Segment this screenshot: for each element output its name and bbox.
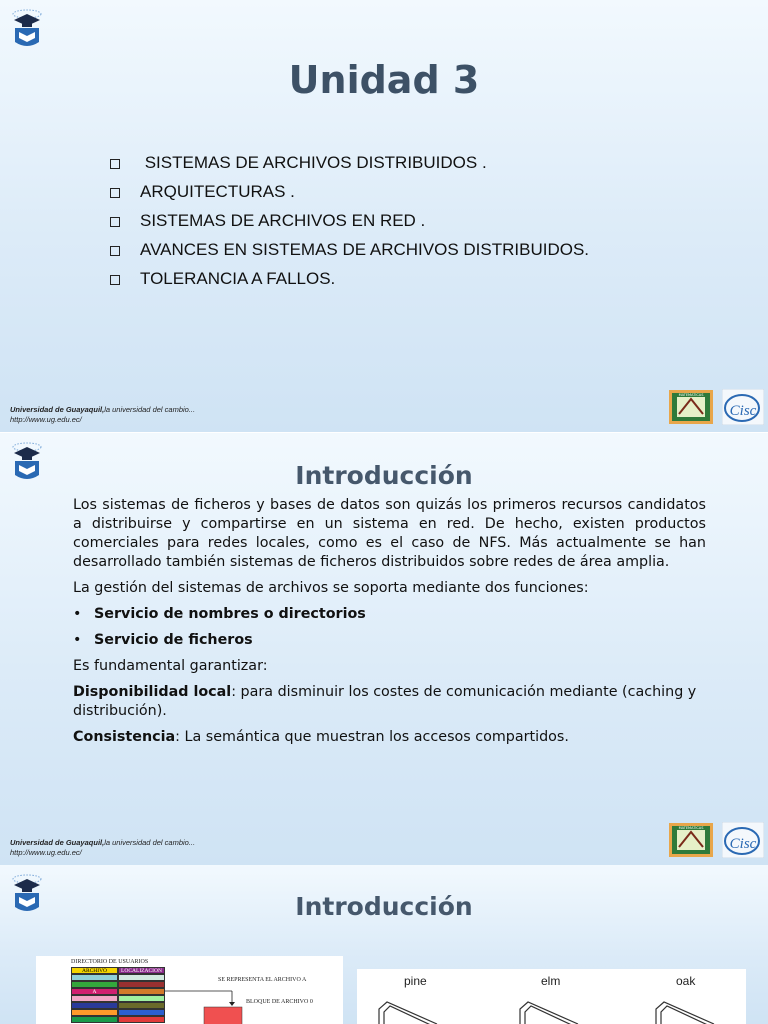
graduation-shield-logo-icon	[10, 8, 44, 50]
svg-text:MATEMATICAS: MATEMATICAS	[678, 393, 704, 397]
slide-title: Introducción	[295, 892, 473, 921]
folder-icon	[656, 1002, 714, 1024]
svg-text:Cisc: Cisc	[729, 403, 757, 419]
paragraph: La gestión del sistemas de archivos se soporta mediante dos funciones:	[73, 580, 589, 596]
cisc-logo-icon	[722, 822, 764, 858]
slide-body	[73, 496, 706, 754]
list-item: AVANCES EN SISTEMAS DE ARCHIVOS DISTRIBUIDOS.	[110, 235, 589, 264]
paragraph: Los sistemas de ficheros y bases de datos son quizás los primeros recursos candidatos a distribuirse y compartirse en un sistema en red. De hecho, existen productos comerciales para redes locales, como es el caso de NFS. Más actualmente se han desarrollado también sistemas de ficheros distribuidos sobre redes de área amplia.	[73, 497, 706, 570]
footer-url[interactable]: http://www.ug.edu.ec/	[10, 848, 82, 857]
diagram-arrows	[36, 956, 343, 1024]
list-item: TOLERANCIA A FALLOS.	[110, 264, 589, 293]
folder-icon	[379, 1002, 437, 1024]
column-header: ARCHIVO	[71, 967, 118, 974]
slide-3	[0, 865, 768, 1024]
paragraph: Es fundamental garantizar:	[73, 658, 268, 674]
slide-1	[0, 0, 768, 432]
checkbox-bullet-icon	[110, 275, 120, 285]
table-cell: A	[71, 988, 118, 995]
checkbox-bullet-icon	[110, 217, 120, 227]
bullet-dot-icon: •	[73, 632, 82, 648]
svg-text:Cisc: Cisc	[729, 836, 757, 852]
checkbox-bullet-icon	[110, 246, 120, 256]
topic-list	[110, 148, 589, 293]
column-header: LOCALIZACION	[118, 967, 165, 974]
checkbox-bullet-icon	[110, 188, 120, 198]
slide-2	[0, 433, 768, 865]
cisc-logo-icon	[722, 389, 764, 425]
diagram-note: BLOQUE DE ARCHIVO 0	[246, 999, 313, 1005]
bullet-item: • Servicio de nombres o directorios	[73, 606, 366, 622]
list-item: SISTEMAS DE ARCHIVOS DISTRIBUIDOS .	[110, 148, 589, 177]
svg-text:MATEMATICAS: MATEMATICAS	[678, 826, 704, 830]
footer: Universidad de Guayaquil,la universidad del cambio... http://www.ug.edu.ec/	[10, 838, 196, 857]
definition: Disponibilidad local: para disminuir los costes de comunicación mediante (caching y distribución).	[73, 684, 697, 719]
bullet-dot-icon: •	[73, 606, 82, 622]
matematicas-logo-icon	[669, 390, 713, 424]
diagram-note: SE REPRESENTA EL ARCHIVO A	[218, 977, 307, 983]
slide-title: Unidad 3	[288, 58, 480, 102]
footer: Universidad de Guayaquil,la universidad del cambio... http://www.ug.edu.ec/	[10, 405, 196, 424]
tree-diagram	[357, 969, 746, 1024]
tree-label: oak	[676, 974, 696, 988]
list-item: ARQUITECTURAS .	[110, 177, 589, 206]
list-item: SISTEMAS DE ARCHIVOS EN RED .	[110, 206, 589, 235]
bullet-item: • Servicio de ficheros	[73, 632, 253, 648]
folder-icons	[357, 969, 746, 1024]
definition: Consistencia: La semántica que muestran los accesos compartidos.	[73, 729, 569, 745]
checkbox-bullet-icon	[110, 159, 120, 169]
directory-diagram	[36, 956, 343, 1024]
folder-icon	[520, 1002, 578, 1024]
matematicas-logo-icon	[669, 823, 713, 857]
footer-url[interactable]: http://www.ug.edu.ec/	[10, 415, 82, 424]
slide-title: Introducción	[295, 461, 473, 490]
tree-label: elm	[541, 974, 561, 988]
diagram-heading: DIRECTORIO DE USUARIOS	[71, 959, 149, 965]
tree-label: pine	[404, 974, 427, 988]
